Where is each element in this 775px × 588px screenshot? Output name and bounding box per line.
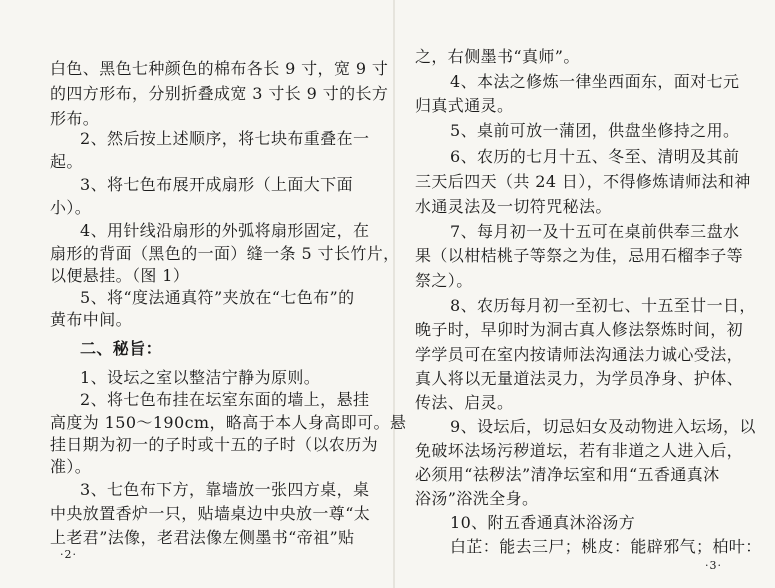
text-line: 5、将“度法通真符”夹放在“七色布”的 <box>80 288 355 307</box>
text-line: 形布。 <box>50 109 100 128</box>
text-line: 上老君”法像，老君法像左侧墨书“帝祖”贴 <box>50 528 355 547</box>
text-line: 小）。 <box>50 198 92 217</box>
text-line: 浴汤”浴洗全身。 <box>415 489 539 508</box>
text-line: 祭之）。 <box>415 271 473 290</box>
text-line: 白芷：能去三尸；桃皮：能辟邪气；柏叶： <box>450 537 762 556</box>
text-line: 起。 <box>50 152 83 171</box>
text-line: 扇形的背面（黑色的一面）缝一条 5 寸长竹片， <box>50 244 400 263</box>
text-line: 6、农历的七月十五、冬至、清明及其前 <box>450 147 740 166</box>
text-line: 必须用“祛秽法”清净坛室和用“五香通真沐 <box>415 465 720 484</box>
text-line: 5、桌前可放一蒲团，供盘坐修持之用。 <box>450 121 740 140</box>
text-line: 三天后四天（共 24 日），不得修炼请师法和神 <box>415 172 751 191</box>
text-line: 黄布中间。 <box>50 310 133 329</box>
text-line: 9、设坛后，切忌妇女及动物进入坛场，以 <box>450 417 756 436</box>
text-line: 8、农历每月初一至初七、十五至廿一日， <box>450 296 756 315</box>
page-number: ·2· <box>60 548 77 561</box>
text-line: 果（以柑桔桃子等祭之为佳，忌用石榴李子等 <box>415 246 744 265</box>
text-line: 中央放置香炉一只，贴墙桌边中央放一尊“太 <box>50 504 371 523</box>
text-line: 2、然后按上述顺序，将七块布重叠在一 <box>80 129 370 148</box>
page-number: ·3· <box>705 559 722 572</box>
text-line: 7、每月初一及十五可在桌前供奉三盘水 <box>450 222 740 241</box>
text-line: 10、附五香通真沐浴汤方 <box>450 513 636 532</box>
text-line: 传法、启灵。 <box>415 393 514 412</box>
text-line: 挂日期为初一的子时或十五的子时（以农历为 <box>50 435 379 454</box>
text-line: 的四方形布，分别折叠成宽 3 寸长 9 寸的长方 <box>50 84 389 103</box>
text-line: 学学员可在室内按请师法沟通法力诚心受法， <box>415 345 744 364</box>
text-line: 准）。 <box>50 457 92 476</box>
text-line: 水通灵法及一切符咒秘法。 <box>415 197 612 216</box>
text-line: 高度为 150～190cm，略高于本人身高即可。悬 <box>50 413 407 432</box>
text-line: 真人将以无量道法灵力，为学员净身、护体、 <box>415 369 744 388</box>
text-line: 晚子时，早卯时为洞古真人修法祭炼时间，初 <box>415 320 744 339</box>
text-line: 3、将七色布展开成扇形（上面大下面 <box>80 175 353 194</box>
text-line: 4、本法之修炼一律坐西面东，面对七元 <box>450 72 740 91</box>
section-heading: 二、秘旨： <box>80 339 163 358</box>
text-line: 3、七色布下方，靠墙放一张四方桌，桌 <box>80 480 370 499</box>
text-line: 白色、黑色七种颜色的棉布各长 9 寸，宽 9 寸 <box>50 59 389 78</box>
right-page <box>395 0 775 588</box>
text-line: 以便悬挂。（图 1） <box>50 266 190 285</box>
text-line: 1、设坛之室以整洁宁静为原则。 <box>80 368 321 387</box>
text-line: 2、将七色布挂在坛室东面的墙上，悬挂 <box>80 390 370 409</box>
text-line: 4、用针线沿扇形的外弧将扇形固定，在 <box>80 221 370 240</box>
text-line: 免破坏法场污秽道坛，若有非道之人进入后， <box>415 441 744 460</box>
text-line: 之，右侧墨书“真师”。 <box>415 47 580 66</box>
text-line: 归真式通灵。 <box>415 96 514 115</box>
